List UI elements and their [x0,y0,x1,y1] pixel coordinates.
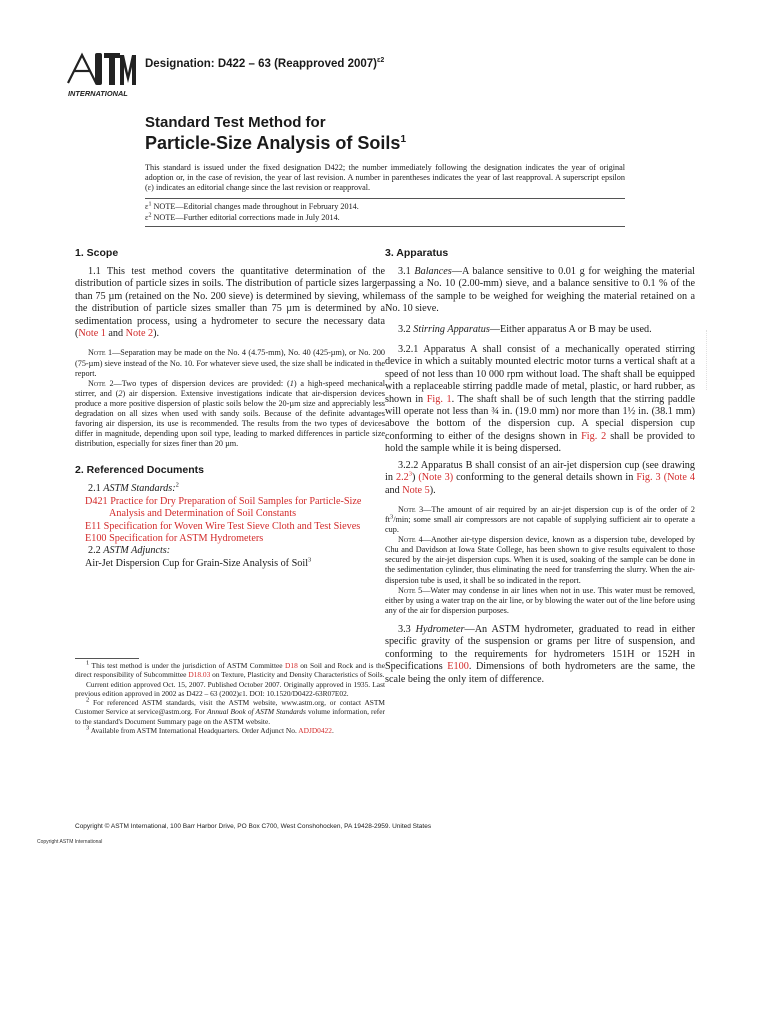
footnote-2 [75,698,385,726]
footnote-2-sup: 2 [86,696,90,704]
note-2-link[interactable]: Note 2 [125,328,154,340]
note-4 [385,535,695,585]
title-line-2 [145,132,406,154]
para-3-2-num: 3.2 [398,323,414,335]
note-2 [75,379,385,450]
note-5 [385,586,695,616]
para-3-2-2 [385,460,695,497]
note-4-label: Note 4 [398,535,423,545]
astm-logo [62,43,140,99]
licensee-footer: Copyright ASTM International [37,839,103,845]
note-3-sup: 3 [390,513,394,521]
std-e100-link[interactable]: E100 [85,533,107,544]
adjunct-item [75,558,385,570]
scope-1-1-end: ). [153,328,160,340]
footnote-1-text-b: on Soil and Rock and is the direct responsibility of Subcommittee [75,661,385,680]
para-3-3-text-b: . Dimensions of both hydrometers are the same, the scale being the only item of difference. [385,661,695,685]
footnote-rule [75,658,139,659]
footnote-3 [75,726,385,735]
note-2-text-c: ) air dispersion. Extensive investigations indicate that air-dispersion devices produce a more positive dispersion of plastic soils below the 20-µm size and appreciably less degradation on all sizes when used with sandy soils. Because of the definite advantages favoring air dispersion, its use is recommended. The results from the two types of devices differ in magnitude, depending upon soil type, leading to marked differences in particle size distribution, especially for sizes finer than 20 µm. [75,388,385,449]
issuance-statement: This standard is issued under the fixed designation D422; the number immediately following the designation indicates the year of original adoption or, in the case of revision, the year of last revision. A number in parentheses indicates the year of last reapproval. A superscript epsilon (ε) indicates an editorial change since the last revision or reapproval. [145,163,625,193]
section-2-2-link-text: 2.2 [395,472,409,484]
note-3-text-a: —The amount of air required by an air-jet dispersion cup is of the order of 2 ft [385,504,695,524]
footnote-2-book-title: Annual Book of ASTM Standards [207,707,306,717]
fig-1-link[interactable]: Fig. 1 [426,393,452,405]
para-3-3 [385,624,695,686]
std-e100-title[interactable]: Specification for ASTM Hydrometers [106,533,264,544]
note-2-text-a: —Two types of dispersion devices are provided: ( [113,378,290,388]
subcommittee-d18-03-link[interactable]: D18.03 [188,670,211,680]
note-5-text: —Water may condense in air lines when not in use. This water must be removed, either by using a water trap on the air line, or by blowing the water out of the line before using any of the air for dispersion purposes. [385,585,696,615]
scope-1-1 [75,266,385,340]
scope-1-1-and: and [105,328,126,340]
std-d421-link[interactable]: D421 [85,495,108,507]
note-1-label: Note 1 [88,348,113,358]
title-block [145,113,406,154]
note-1 [75,348,385,378]
fig-3-link[interactable]: Fig. 3 [636,472,661,484]
left-column [75,240,385,570]
note-2-item-1: 1 [289,378,294,388]
note-2-text-b: ) a high-speed mechanical stirrer, and ( [75,378,385,398]
title-text: Particle-Size Analysis of Soils [145,133,401,153]
scope-1-1-text: 1.1 This test method covers the quantitative determination of the distribution of particle sizes in soils. The distribution of particle sizes larger than 75 µm (retained on the No. 200 sieve) is determined by sieving, while the distribution of particle sizes smaller than 75 µm is determined by a sedimentation process, using a hydrometer to secure the necessary data ( [75,266,385,340]
para-3-3-title: Hydrometer [415,623,465,635]
para-3-1-title: Balances [414,266,452,277]
e100-link[interactable]: E100 [447,661,469,673]
ref-2-1-sup: 2 [175,481,179,489]
referenced-documents-heading: 2. Referenced Documents [75,464,204,477]
ref-2-1-title: ASTM Standards: [103,483,176,495]
std-d421-title[interactable]: Practice for Dry Preparation of Soil Samples for Particle-Size Analysis and Determination of Soil Constants [107,495,362,520]
editorial-note-1-text: NOTE—Editorial changes made throughout in February 2014. [153,202,359,211]
note-4-link[interactable]: (Note 4 [663,472,696,484]
rule-bottom [145,226,625,227]
footnote-3-text-a: Available from ASTM International Headquarters. Order Adjunct No. [89,726,299,736]
note-1-link[interactable]: Note 1 [78,328,106,340]
para-3-2-title: Stirring Apparatus [413,323,490,335]
std-d421 [75,496,385,521]
std-e11-link[interactable]: E11 [85,520,102,532]
editorial-note-2-sup: 2 [148,211,152,218]
epsilon-mark: ε [145,212,149,222]
footnote-1 [75,661,385,680]
para-3-1-num: 3.1 [398,266,415,277]
footnote-3-text-b: . [331,726,334,736]
para-3-2-1-text-c: shall be provided to hold the sample while it is being dispersed. [385,430,695,455]
footnote-1-sup: 1 [86,659,90,667]
note-3-label: Note 3 [398,504,424,514]
note-5-label: Note 5 [398,585,423,595]
title-line-1: Standard Test Method for [145,114,326,131]
section-2-2-link-sup: 3 [408,470,412,478]
para-3-1 [385,266,695,316]
scope-heading: 1. Scope [75,247,119,259]
note-3 [385,505,695,535]
committee-d18-link[interactable]: D18 [285,661,298,670]
std-e11 [75,521,385,533]
ref-2-2-num: 2.2 [88,545,104,557]
fig-2-link[interactable]: Fig. 2 [581,430,607,442]
adjunct-sup: 3 [308,556,312,564]
logo-international-text: INTERNATIONAL [68,89,128,98]
para-3-2-2-text-c: conforming to the general details shown in [453,472,637,484]
para-3-2-2-text-b: ) [411,472,419,484]
editorial-note-1 [145,202,625,213]
copyright-footer: Copyright © ASTM International, 100 Barr Harbor Drive, PO Box C700, West Conshohocken, PA 19428-2959. United States [75,823,432,830]
para-3-1-text: —A balance sensitive to 0.01 g for weighing the material passing a No. 10 (2.00-mm) sieve, and a balance sensitive to 0.1 % of the mass of the sample to be weighed for weighing the material retained on a No. 10 sieve. [385,266,695,315]
para-3-2-2-text-e: and [385,484,403,496]
note-2-item-2: 2 [118,388,123,398]
side-margin-mark [706,330,711,390]
rule-top [145,198,625,199]
epsilon-mark: ε [145,202,149,211]
para-3-2-text: —Either apparatus A or B may be used. [489,323,652,335]
note-1-text: —Separation may be made on the No. 4 (4.75-mm), No. 40 (425-µm), or No. 200 (75-µm) sieve instead of the No. 10. For whatever sieve used, the size shall be indicated in the report. [75,348,386,378]
note-3-text-b: /min; some small air compressors are not capable of supplying sufficient air to operate a cup. [385,515,695,535]
para-3-3-text-a: —An ASTM hydrometer, graduated to read in either specific gravity of the suspension or grams per litre of suspension, and conforming to the requirements for hydrometers 151H or 152H in Specifications [385,623,695,673]
footnote-2-text-b: volume information, refer to the standard's Document Summary page on the ASTM website. [75,707,385,726]
designation [145,58,384,70]
note-4-text: —Another air-type dispersion device, known as a dispersion tube, developed by Chu and Davidson at Iowa State College, has been shown to give results equivalent to those secured by the air-jet dispersion cups. When it is used, soaking of the sample can be done in the sedimentation cylinder, thus eliminating the need for transferring the slurry. When the air-dispersion tube is used, it shall be so indicated in the report. [385,535,696,585]
footnote-1-text-a: This test method is under the jurisdiction of ASTM Committee [89,661,286,670]
ref-2-1-num: 2.1 [88,483,104,495]
para-3-2-1-text-a: 3.2.1 Apparatus A shall consist of a mechanically operated stirring device in which a suitably mounted electric motor turns a vertical shaft at a speed of not less than 10 000 rpm without load. The shaft shall be equipped with a replaceable stirring paddle made of metal, plastic, or hard rubber, as shown in [385,344,695,405]
editorial-notes [145,202,625,223]
designation-text: Designation: D422 – 63 (Reapproved 2007) [145,58,377,70]
para-3-3-num: 3.3 [398,623,416,635]
right-column [385,240,695,686]
footnote-1-text-c: on Texture, Plasticity and Density Characteristics of Soils. [210,670,385,680]
std-e11-title[interactable]: Specification for Woven Wire Test Sieve Cloth and Test Sieves [101,520,361,532]
ref-2-1 [75,483,385,495]
para-3-2-1-text-b: . The shaft shall be of such length that the stirring paddle will operate not less than ¾ in. (19.0 mm) nor more than 1½ in. (38.1 mm) above the bottom of the dispersion cup. A special dispersion cup conforming to either of the designs shown in [385,393,695,442]
editorial-note-1-sup: 1 [148,201,152,208]
footnote-3-sup: 3 [86,724,90,732]
std-e100 [75,533,385,545]
apparatus-heading: 3. Apparatus [385,247,449,259]
para-3-2-2-text-f: ). [429,484,436,496]
note-2-label: Note 2 [88,378,114,388]
footnote-1-current-edition: Current edition approved Oct. 15, 2007. Published October 2007. Originally approved in 1935. Last previous edition approved in 2002 as D422 – 63 (2002)ε1. DOI: 10.1520/D0422-63R07E02. [75,679,385,698]
para-3-2-1 [385,344,695,456]
title-footnote-ref: 1 [400,134,406,145]
footnotes [75,661,385,735]
ref-2-2-title: ASTM Adjuncts: [103,545,171,557]
para-3-2 [385,324,695,336]
designation-superscript: ε2 [377,57,385,65]
note-5-link[interactable]: Note 5 [402,484,430,496]
editorial-note-2-text: NOTE—Further editorial corrections made in July 2014. [153,212,340,222]
adjunct-text: Air-Jet Dispersion Cup for Grain-Size Analysis of Soil [85,557,309,569]
footnote-2-text-a: For referenced ASTM standards, visit the ASTM website, www.astm.org, or contact ASTM Customer Service at service@astm.org. For [75,698,385,717]
adjunct-adjd0422-link[interactable]: ADJD0422 [298,726,332,736]
para-3-2-2-text-a: 3.2.2 Apparatus B shall consist of an air-jet dispersion cup (see drawing in [385,459,695,484]
note-3-link[interactable]: (Note 3) [418,472,454,484]
ref-2-2 [75,545,385,557]
editorial-note-2 [145,213,625,224]
section-2-2-link[interactable] [396,472,412,483]
